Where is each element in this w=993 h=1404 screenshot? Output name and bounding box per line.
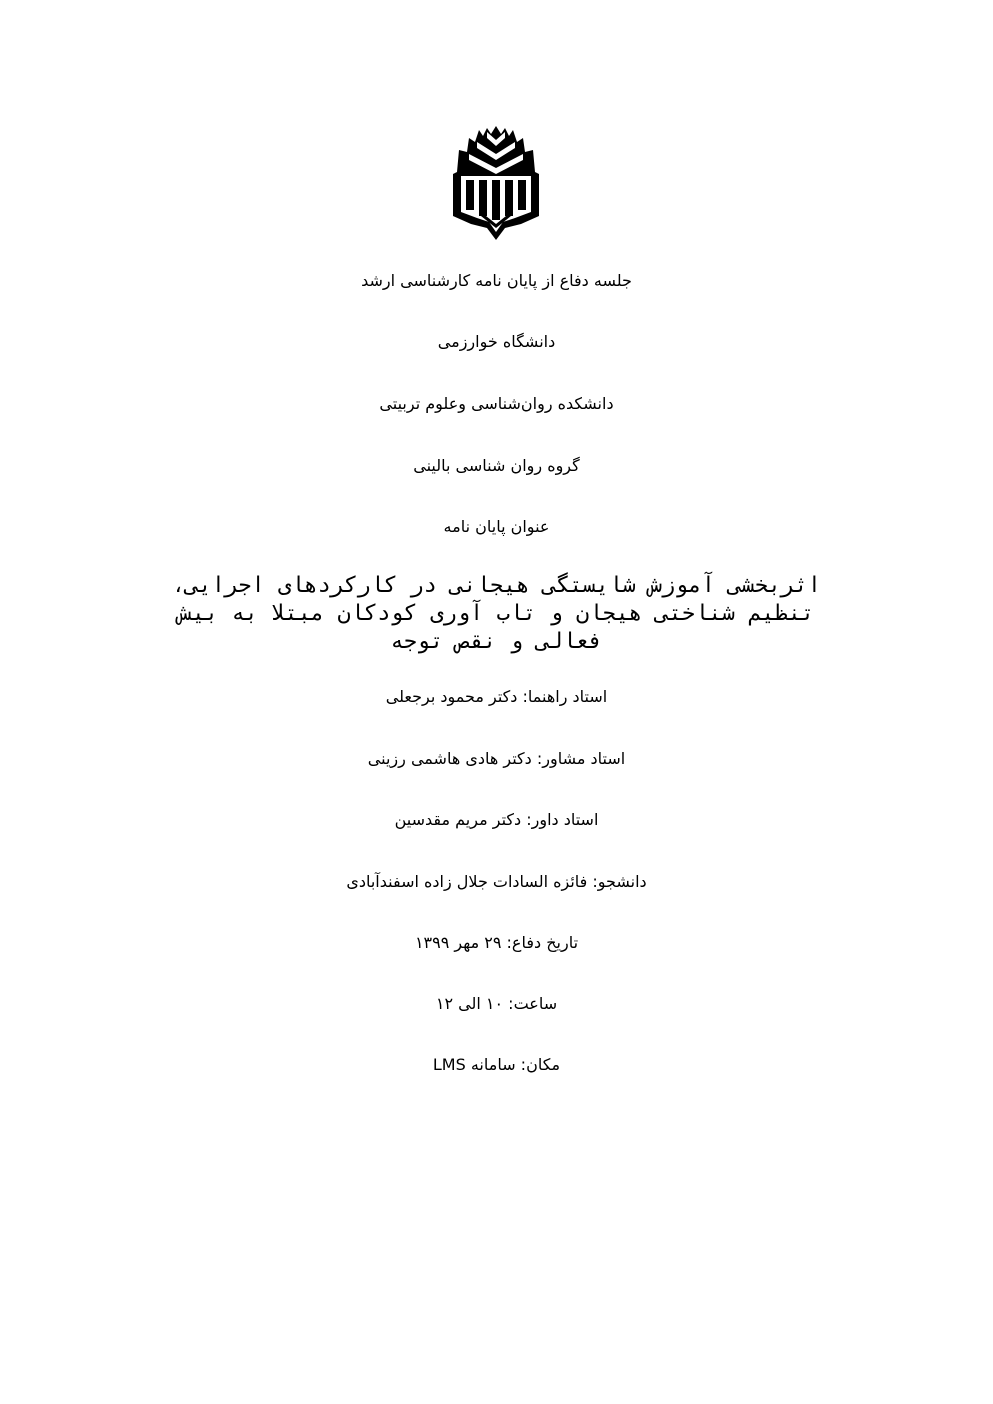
university-name: دانشگاه خوارزمی	[437, 332, 556, 351]
thesis-title-line: تنظیم شناختی هیجان و تاب آوری کودکان مبتلا به بیش	[178, 601, 815, 626]
thesis-title	[150, 572, 843, 656]
faculty-name: دانشکده روان‌شناسی وعلوم تربیتی	[379, 394, 614, 413]
time-line: ساعت: ۱۰ الی ۱۲	[435, 994, 558, 1013]
supervisor-line: استاد راهنما: دکتر محمود برجعلی	[385, 687, 608, 706]
location-line: مکان: سامانه LMS	[432, 1055, 561, 1074]
defense-date-line: تاریخ دفاع: ۲۹ مهر ۱۳۹۹	[414, 933, 579, 952]
session-heading: جلسه دفاع از پایان نامه کارشناسی ارشد	[361, 271, 632, 290]
student-line: دانشجو: فائزه السادات جلال زاده اسفندآبادی	[346, 872, 647, 891]
examiner-line: استاد داور: دکتر مریم مقدسین	[394, 810, 599, 829]
thesis-title-line: اثربخشی آموزش شایستگی هیجانی در کارکردهای اجرایی،	[171, 573, 821, 598]
university-emblem-icon	[451, 124, 541, 242]
advisor-line: استاد مشاور: دکتر هادی هاشمی رزینی	[367, 749, 626, 768]
department-name: گروه روان شناسی بالینی	[413, 456, 580, 475]
thesis-title-line: فعالی و نقص توجه	[390, 629, 603, 654]
thesis-title-label: عنوان پایان نامه	[443, 517, 550, 536]
